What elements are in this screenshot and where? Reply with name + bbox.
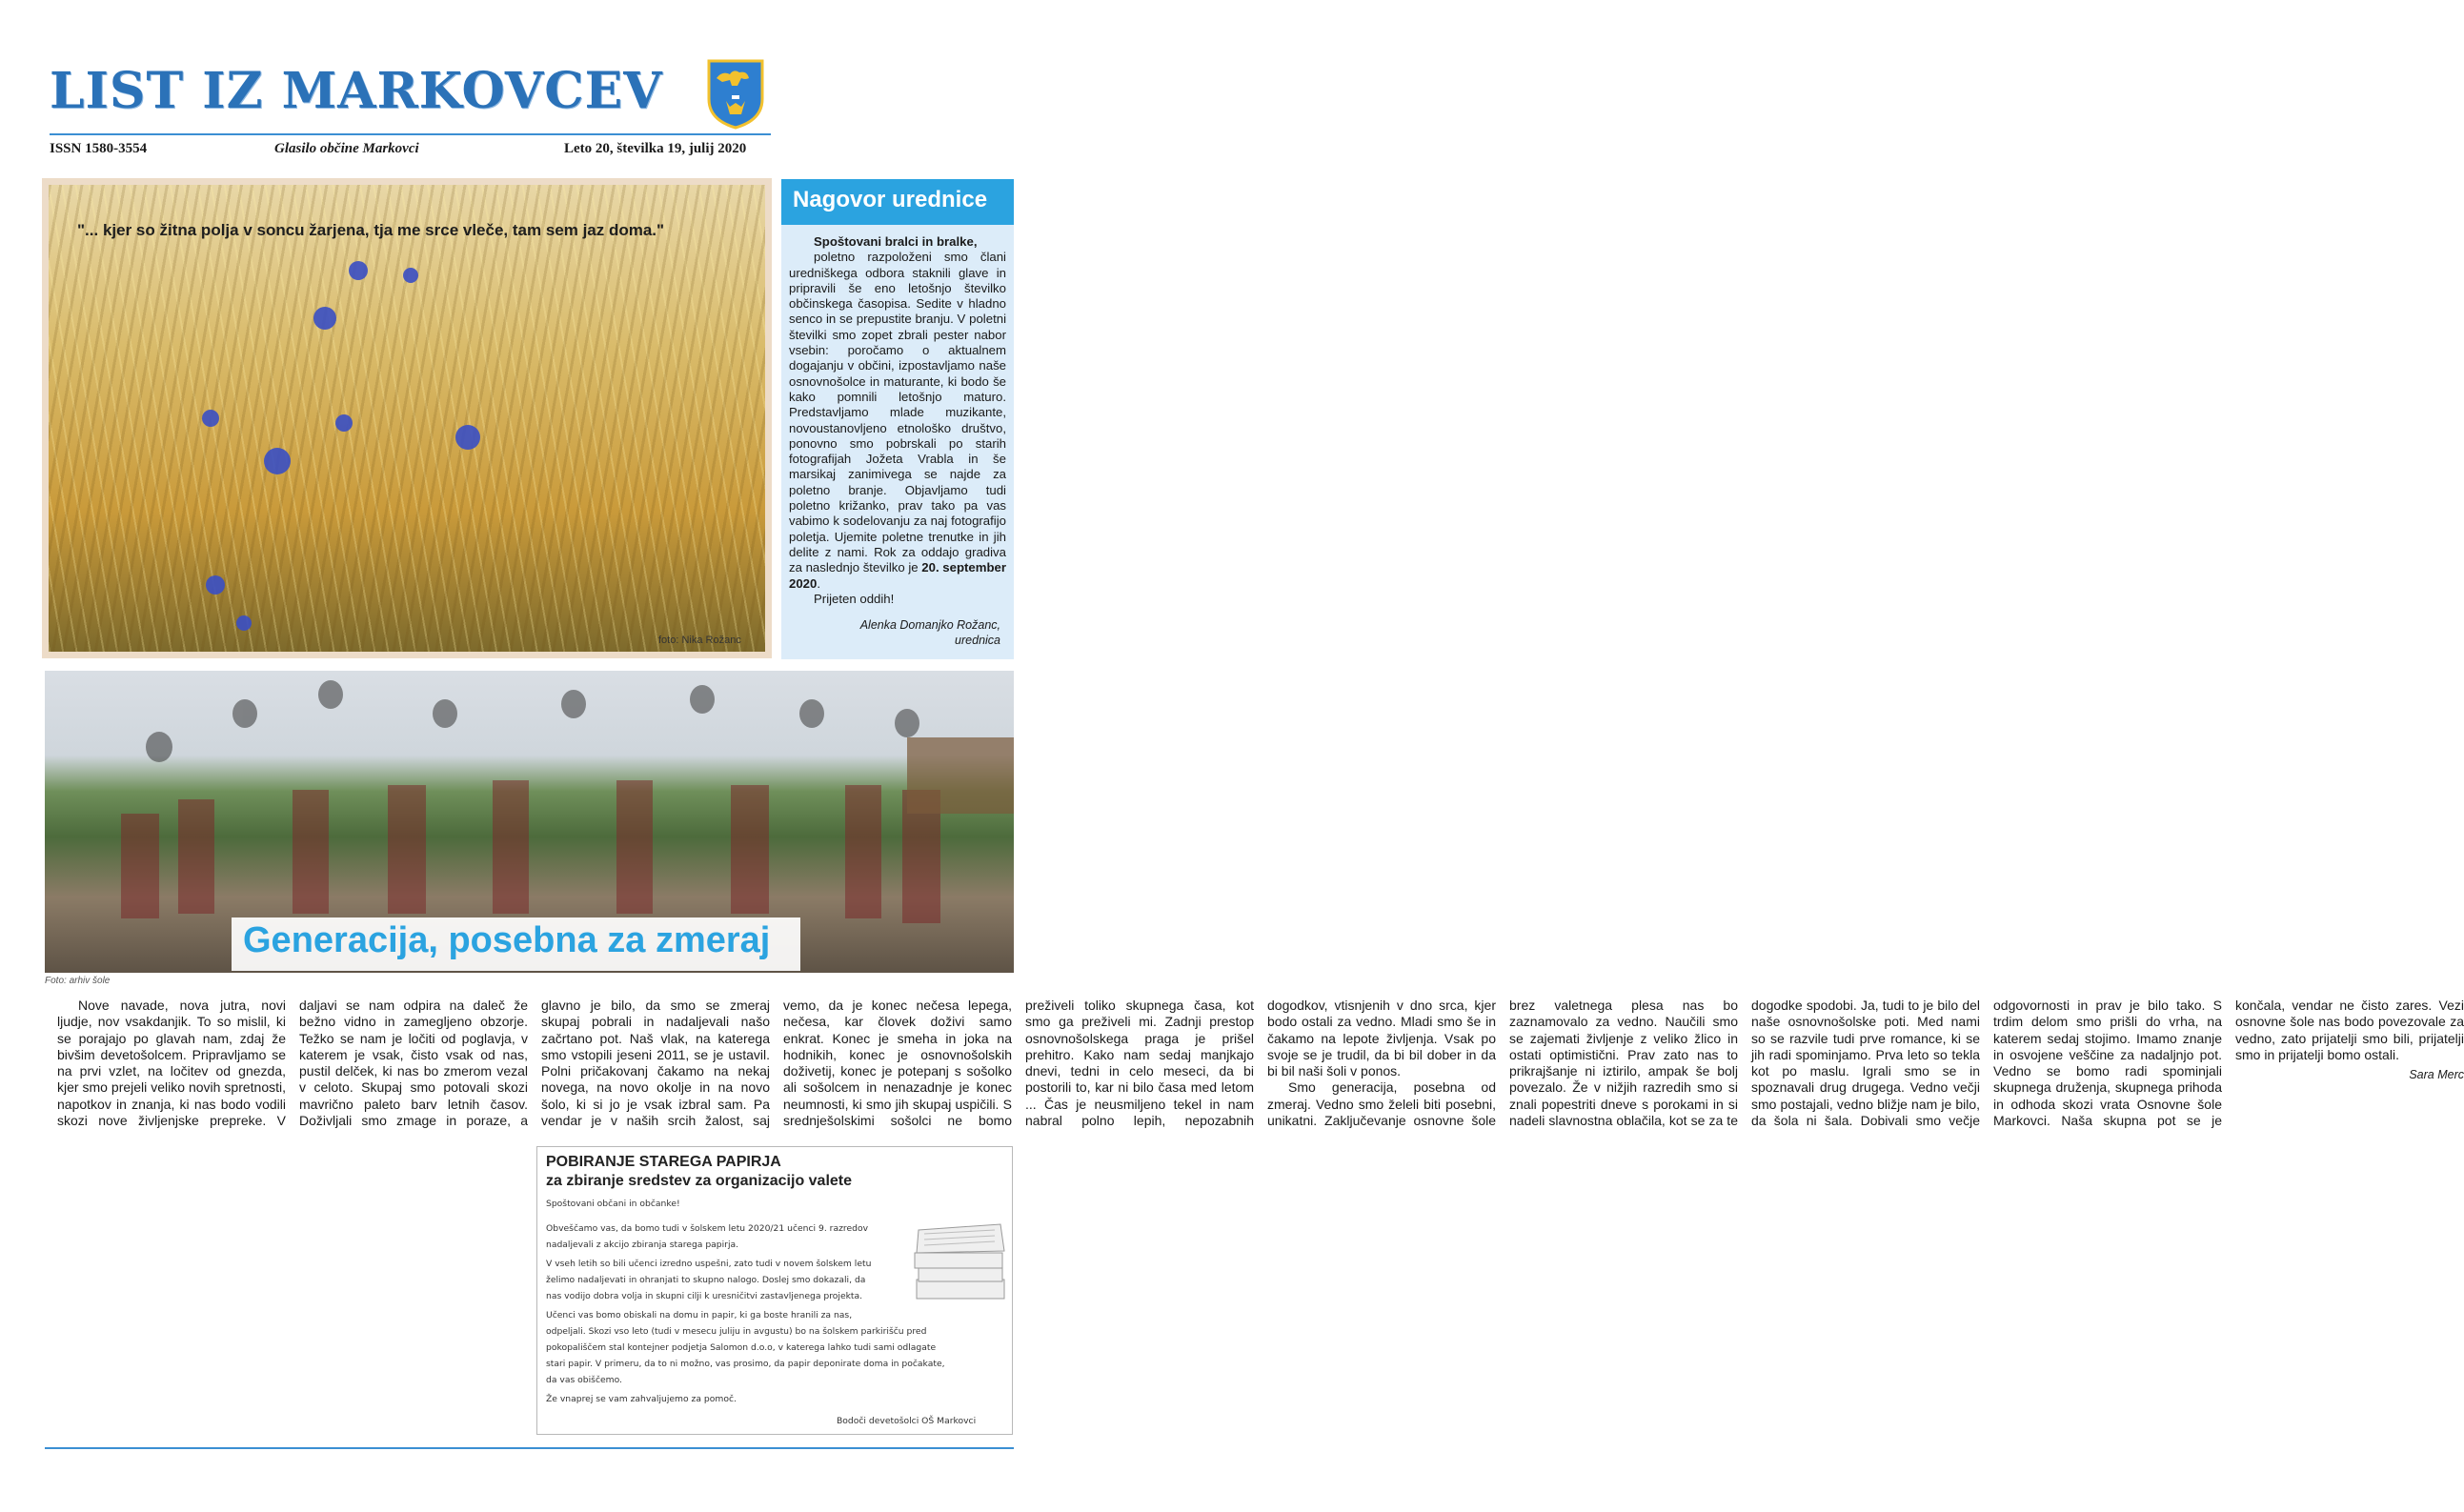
publication-subtitle: Glasilo občine Markovci [274,141,419,156]
notice-line-11: Že vnaprej se vam zahvaljujemo za pomoč. [546,1394,737,1404]
group-photo-credit: Foto: arhiv šole [45,976,111,986]
editorial-role: urednica [955,634,1000,647]
hero-photo-credit: foto: Nika Rožanc [658,635,741,646]
notice-line-4: želimo nadaljevati in ohranjati to skupno nalogo. Doslej smo dokazali, da [546,1275,866,1285]
notice-line-6: Učenci vas bomo obiskali na domu in papir, ki ga boste hranili za nas, [546,1310,853,1320]
article-headline: Generacija, posebna za zmeraj [243,920,771,960]
editorial-signature [789,617,1000,648]
editorial-closing: Prijeten oddih! [814,591,895,606]
notice-line-1: Obveščamo vas, da bomo tudi v šolskem letu 2020/21 učenci 9. razredov [546,1223,869,1234]
editorial-text: poletno razpoloženi smo člani uredniškega odbora staknili glave in pripravili še eno letošnjo številko občinskega časopisa. Sedite v hladno senco in se prepustite branju. V poletni številki smo zopet zbrali pester nabor vsebin: poročamo o aktualnem dogajanju v občini, izpostavljamo naše osnovnošolce in maturante, ki bodo še kako pomnili letošnjo maturo. Predstavljamo mlade muzikante, novoustanovljeno etnološko društvo, ponovno smo pobrskali po starih fotografijah Jožeta Vrabla in še marsikaj zanimivega se najde za poletno branje. Objavljamo tudi poletno križanko, prav tako pa vas vabimo k sodelovanju za naj fotografijo poletja. Ujemite poletne trenutke in jih delite z nami. Rok za oddajo gradiva za naslednjo številko je [789,250,1006,575]
masthead-title: LIST IZ MARKOVCEV [50,62,663,120]
notice-subtitle: za zbiranje sredstev za organizacijo valete [546,1173,853,1189]
editorial-body: Spoštovani bralci in bralke, poletno razpoloženi smo člani uredniškega odbora staknili glave in pripravili še eno letošnjo številko občinskega časopisa. Sedite v hladno senco in se prepustite branju. V poletni številki smo zopet zbrali pester nabor vsebin: poročamo o aktualnem dogajanju v občini, izpostavljamo naše osnovnošolce in maturante, ki bodo še kako pomnili letošnjo maturo. Predstavljamo mlade muzikante, novoustanovljeno etnološko društvo, ponovno smo pobrskali po starih fotografijah Jožeta Vrabla in še marsikaj zanimivega se najde za poletno branje. Objavljamo tudi poletno križanko, prav tako pa vas vabimo k sodelovanju za naj fotografijo poletja. Ujemite poletne trenutke in jih delite z nami. Rok za oddajo gradiva za naslednjo številko je 20. september 2020. Prijeten oddih! [789,234,1006,606]
notice-line-2: nadaljevali z akcijo zbiranja starega papirja. [546,1240,739,1250]
article-paragraph-2: Smo generacija, posebna od zmeraj. Vedno smo želeli biti posebni, unikatni. Zaključevanje osnovne šole brez valetnega plesa nas bo zaznamovalo za vedno. Naučili smo se zajemati življenje z veliko žlico in ostati optimistični. Prav zato nas to prikrajšanje ni iztirilo, ampak še bolj povezalo. Že v nižjih razredih smo si znali popestriti dneve s porokami in si nadeli slavnostna oblačila, kot se za te dogodke spodobi. Ja, tudi to je bilo del naše osnovnošolske poti. Med nami so se razvile tudi prve romance, ki se jih radi spominjamo. Prva leto so tekla kot po maslu. Igrali smo se in spoznavali drug drugega. Vedno večji smo postajali, vedno bližje nam je bilo, da šola ni šala. Dobivali smo večje odgovornosti in prav je bilo tako. S trdim delom smo prišli do vrha, na katerem sedaj stojimo. Imamo znanje in osvojene veščine za nadaljnjo pot. Vedno se bomo radi spominjali skupnega druženja, skupnega prihoda in odhoda skozi vrata Osnovne šole Markovci. Naša skupna pot se je končala, vendar ne čisto zares. Vezi osnovne šole nas bodo povezovale za vedno, zato prijatelji smo bili, prijatelji smo in prijatelji bomo ostali. [1267,998,2464,1129]
hero-quote: "... kjer so žitna polja v soncu žarjena, tja me srce vleče, tam sem jaz doma." [77,221,665,239]
hero-photo-frame [42,178,772,658]
notice-line-9: stari papir. V primeru, da to ni možno, vas prosimo, da papir deponirate doma in počakate, [546,1359,945,1369]
editorial-deadline: 20. september 2020 [789,560,1006,591]
article-author: Sara Merc [2409,1068,2464,1082]
editorial-title: Nagovor urednice [793,187,988,212]
issue-info: Leto 20, številka 19, julij 2020 [564,141,747,156]
notice-line-8: pokopališčem stal kontejner podjetja Salomon d.o.o, v katerega lahko tudi sami odlagate [546,1342,937,1353]
masthead-rule [50,133,771,135]
editorial-author: Alenka Domanjko Rožanc, [859,618,1000,632]
notice-signature: Bodoči devetošolci OŠ Markovci [837,1416,977,1426]
editorial-greeting: Spoštovani bralci in bralke, [814,234,978,249]
coat-of-arms-icon [705,57,766,130]
notice-line-5: nas vodijo dobra volja in skupni cilji k uresničitvi zastavljenega projekta. [546,1291,863,1301]
notice-line-3: V vseh letih so bili učenci izredno uspešni, zato tudi v novem šolskem letu [546,1259,872,1269]
wheat-field-photo [49,185,765,652]
newspaper-stack-icon [913,1222,1008,1304]
notice-greeting: Spoštovani občani in občanke! [546,1199,680,1209]
notice-line-7: odpeljali. Skozi vso leto (tudi v mesecu juliju in avgustu) bo na šolskem parkirišču pred [546,1326,927,1337]
article-body-top [57,998,2464,1140]
page-bottom-rule [45,1447,1014,1449]
issn: ISSN 1580-3554 [50,141,148,156]
notice-title: POBIRANJE STAREGA PAPIRJA [546,1154,781,1170]
notice-line-10: da vas obiščemo. [546,1375,622,1385]
article-paragraph-1: Nove navade, nova jutra, novi ljudje, nov vsakdanjik. To so mislil, ki se porajajo po glavah nam, zdaj že bivšim devetošolcem. Pripravljamo se na prvi vzlet, na ločitev od gnezda, kjer smo prejeli veliko novih spretnosti, napotkov in znanja, ki nas bodo vodili skozi nove življenjske prepreke. V daljavi se nam odpira na daleč že bežno vidno in zameglјeno obzorje. Težko se nam je ločiti od poglavja, v katerem je vsak, čisto vsak od nas, pustil delček, ki nas bo zmerom vezal v celoto. Skupaj smo potovali skozi mavrično paleto barv letnih časov. Doživljali smo zmage in poraze, a glavno je bilo, da smo se zmeraj skupaj pobrali in nadaljevali našo začrtano pot. Naš vlak, na katerega smo vstopili jeseni 2011, se je ustavil. Polni pričakovanj čakamo na nekaj novega, na novo okolje in na novo šolo, ki si jo je vsak izbral sam. Pa vendar je v naših srcih žalost, saj vemo, da je konec nečesa lepega, nečesa, kar človek doživi samo enkrat. Konec je smeha in joka na hodnikih, konec je osnovnošolskih doživetij, konec je potepanj s sošolko ali sošolcem in nenazadnje je konec neumnosti, ki smo jih skupaj uspičili. S srednješolskimi sošolci ne bomo preživeli toliko skupnega časa, kot smo ga preživeli mi. Zadnji prestop osnovnošolskega praga je prišel prehitro. Kako nam sedaj manjkajo dnevi, tedni in celo meseci, da bi postorili to, kar ni bilo časa med letom ... Čas je neusmiljeno tekel in nam nabral polno lepih, nepozabnih dogodkov, vtisnjenih v dno srca, kjer bodo ostali za vedno. Mladi smo še in čakamo na lepote življenja. Vsak po svoje se je trudil, da bi bil dober in da bi bil naši šoli v ponos. [57,998,1496,1129]
cornflowers-decoration [49,185,765,652]
